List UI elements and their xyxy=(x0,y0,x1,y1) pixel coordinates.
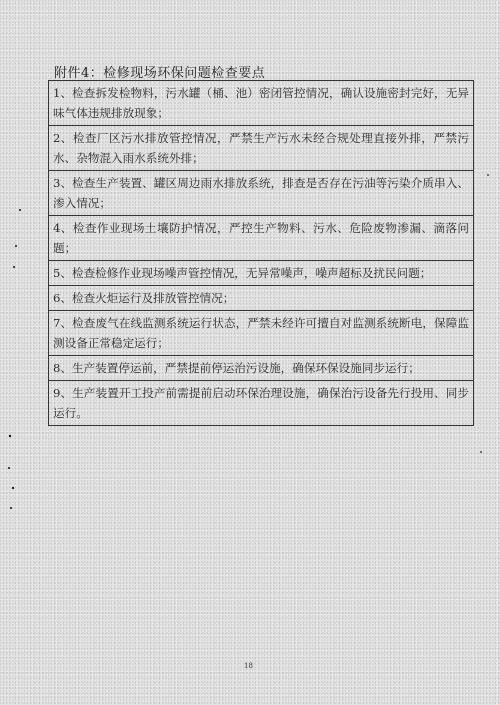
scan-speck xyxy=(15,245,17,247)
page-number: 18 xyxy=(244,662,253,670)
checkpoint-item-7: 7、检查废气在线监测系统运行状态，严禁未经许可擅自对监测系统断电，保障监测设备正常稳定运行； xyxy=(49,311,473,356)
scan-speck xyxy=(480,451,482,453)
scan-speck xyxy=(487,174,489,176)
scan-speck xyxy=(8,467,10,469)
checkpoint-item-5: 5、检查检修作业现场噪声管控情况，无异常噪声，噪声超标及扰民问题； xyxy=(49,261,473,286)
checkpoint-item-1: 1、检查拆发检物料，污水罐（桶、池）密闭管控情况，确认设施密封完好，无异味气体违规排放现象； xyxy=(49,81,473,126)
checkpoint-item-8: 8、生产装置停运前，严禁提前停运治污设施，确保环保设施同步运行； xyxy=(49,356,473,381)
checkpoint-item-6: 6、检查火炬运行及排放管控情况； xyxy=(49,286,473,311)
scan-speck xyxy=(19,209,21,211)
checkpoint-list xyxy=(48,80,474,426)
checkpoint-item-2: 2、检查厂区污水排放管控情况，严禁生产污水未经合规处理直接外排，严禁污水、杂物混入雨水系统外排； xyxy=(49,126,473,171)
scan-speck xyxy=(10,507,12,509)
scan-speck xyxy=(13,266,15,268)
checkpoint-item-9: 9、生产装置开工投产前需提前启动环保治理设施，确保治污设备先行投用、同步运行。 xyxy=(49,381,473,426)
scan-speck xyxy=(9,435,11,437)
checkpoint-item-3: 3、检查生产装置、罐区周边雨水排放系统，排查是否存在污油等污染介质串入、渗入情况； xyxy=(49,171,473,216)
scan-speck xyxy=(12,487,14,489)
page-title: 附件4：检修现场环保问题检查要点 xyxy=(54,66,266,81)
checkpoint-item-4: 4、检查作业现场土壤防护情况，严控生产物料、污水、危险废物渗漏、滴落问题； xyxy=(49,216,473,261)
